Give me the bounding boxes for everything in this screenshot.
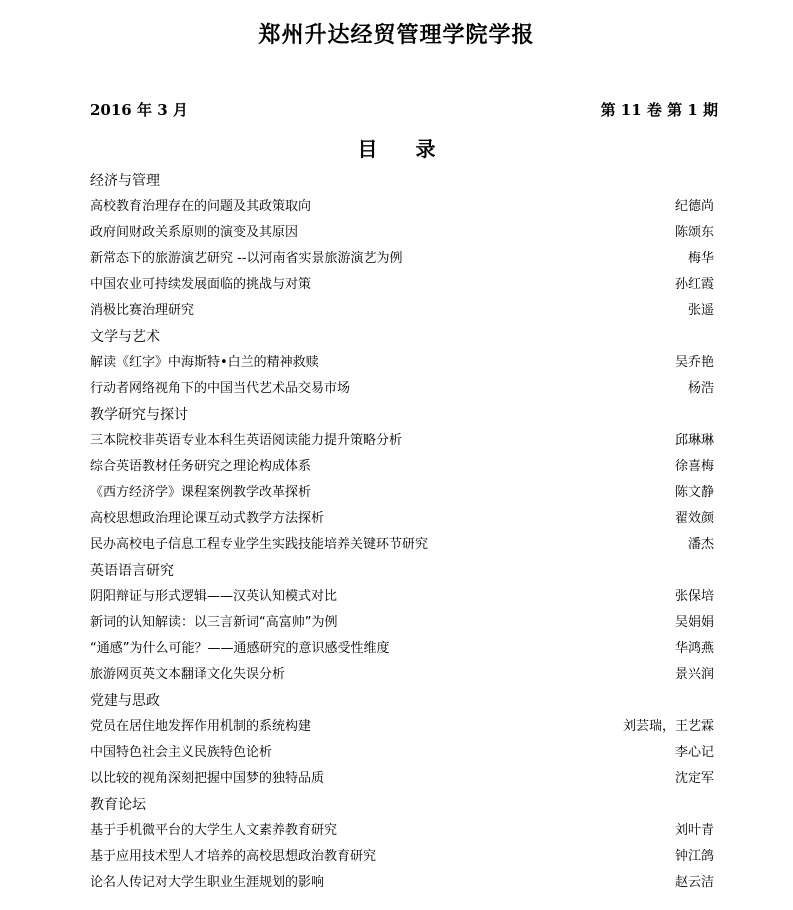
table-of-contents	[90, 168, 718, 896]
toc-entry	[90, 714, 718, 740]
issue-date: 2016 年 3 月	[90, 101, 188, 119]
article-author: 吴娟娟	[674, 615, 714, 630]
toc-entry	[90, 662, 718, 688]
article-author: 梅华	[687, 251, 714, 266]
article-title: 民办高校电子信息工程专业学生实践技能培养关键环节研究	[90, 537, 429, 552]
toc-entry	[90, 480, 718, 506]
toc-entry	[90, 818, 718, 844]
journal-title: 郑州升达经贸管理学院学报	[258, 22, 535, 48]
section-title: 教育论坛	[90, 797, 146, 813]
section-title: 经济与管理	[90, 173, 160, 189]
article-author: 孙红霞	[674, 277, 714, 292]
article-author: 钟江鸽	[674, 849, 714, 864]
article-author: 潘杰	[687, 537, 714, 552]
article-author: 刘芸瑞，王艺霖	[622, 719, 714, 734]
toc-entry	[90, 194, 718, 220]
toc-entry	[90, 584, 718, 610]
article-author: 陈文静	[674, 485, 714, 500]
toc-heading: 目录	[357, 137, 474, 161]
article-author: 李心记	[674, 745, 714, 760]
article-title: 三本院校非英语专业本科生英语阅读能力提升策略分析	[90, 433, 403, 448]
article-title: 行动者网络视角下的中国当代艺术品交易市场	[90, 381, 351, 396]
article-author: 翟效颜	[674, 511, 714, 526]
article-author: 张遥	[687, 303, 714, 318]
article-title: 基于手机微平台的大学生人文素养教育研究	[90, 823, 338, 838]
article-title: 以比较的视角深刻把握中国梦的独特品质	[90, 771, 325, 786]
issue-info	[90, 99, 718, 121]
toc-entry	[90, 350, 718, 376]
article-title: 高校教育治理存在的问题及其政策取向	[90, 199, 312, 214]
article-author: 陈颂东	[674, 225, 714, 240]
article-title: 中国农业可持续发展面临的挑战与对策	[90, 277, 312, 292]
toc-entry	[90, 740, 718, 766]
article-author: 华鸿燕	[674, 641, 714, 656]
article-author: 吴乔艳	[674, 355, 714, 370]
article-title: 党员在居住地发挥作用机制的系统构建	[90, 719, 312, 734]
toc-entry	[90, 428, 718, 454]
toc-entry	[90, 272, 718, 298]
toc-entry	[90, 298, 718, 324]
toc-entry	[90, 376, 718, 402]
toc-entry	[90, 636, 718, 662]
toc-entry	[90, 870, 718, 896]
toc-entry	[90, 766, 718, 792]
section-title: 文学与艺术	[90, 329, 160, 345]
article-title: 政府间财政关系原则的演变及其原因	[90, 225, 299, 240]
toc-entry	[90, 246, 718, 272]
toc-entry	[90, 454, 718, 480]
article-title: 旅游网页英文本翻译文化失误分析	[90, 667, 286, 682]
toc-entry	[90, 844, 718, 870]
section-title: 英语语言研究	[90, 563, 174, 579]
article-title: 中国特色社会主义民族特色论析	[90, 745, 273, 760]
article-title: 论名人传记对大学生职业生涯规划的影响	[90, 875, 325, 890]
section-title: 党建与思政	[90, 693, 160, 709]
article-title: 综合英语教材任务研究之理论构成体系	[90, 459, 312, 474]
issue-volume: 第 11 卷 第 1 期	[600, 101, 718, 119]
section-title: 教学研究与探讨	[90, 407, 188, 423]
toc-entry	[90, 610, 718, 636]
article-author: 景兴润	[674, 667, 714, 682]
article-author: 徐喜梅	[674, 459, 714, 474]
article-title: 基于应用技术型人才培养的高校思想政治教育研究	[90, 849, 377, 864]
toc-entry	[90, 220, 718, 246]
article-author: 纪德尚	[674, 199, 714, 214]
article-title: 新词的认知解读：以三言新词“高富帅”为例	[90, 615, 338, 630]
article-title: 新常态下的旅游演艺研究 --以河南省实景旅游演艺为例	[90, 251, 403, 266]
article-author: 刘叶青	[674, 823, 714, 838]
toc-entry	[90, 532, 718, 558]
article-author: 邱琳琳	[674, 433, 714, 448]
article-author: 张保培	[674, 589, 714, 604]
article-title: 《西方经济学》课程案例教学改革探析	[90, 485, 312, 500]
article-title: 高校思想政治理论课互动式教学方法探析	[90, 511, 325, 526]
article-title: 阴阳辩证与形式逻辑——汉英认知模式对比	[90, 589, 338, 604]
article-title: 解读《红字》中海斯特•白兰的精神救赎	[90, 355, 319, 370]
article-author: 沈定军	[674, 771, 714, 786]
toc-entry	[90, 506, 718, 532]
article-author: 赵云洁	[674, 875, 714, 890]
article-title: “通感”为什么可能？——通感研究的意识感受性维度	[90, 641, 390, 656]
article-title: 消极比赛治理研究	[90, 303, 195, 318]
article-author: 杨浩	[687, 381, 714, 396]
